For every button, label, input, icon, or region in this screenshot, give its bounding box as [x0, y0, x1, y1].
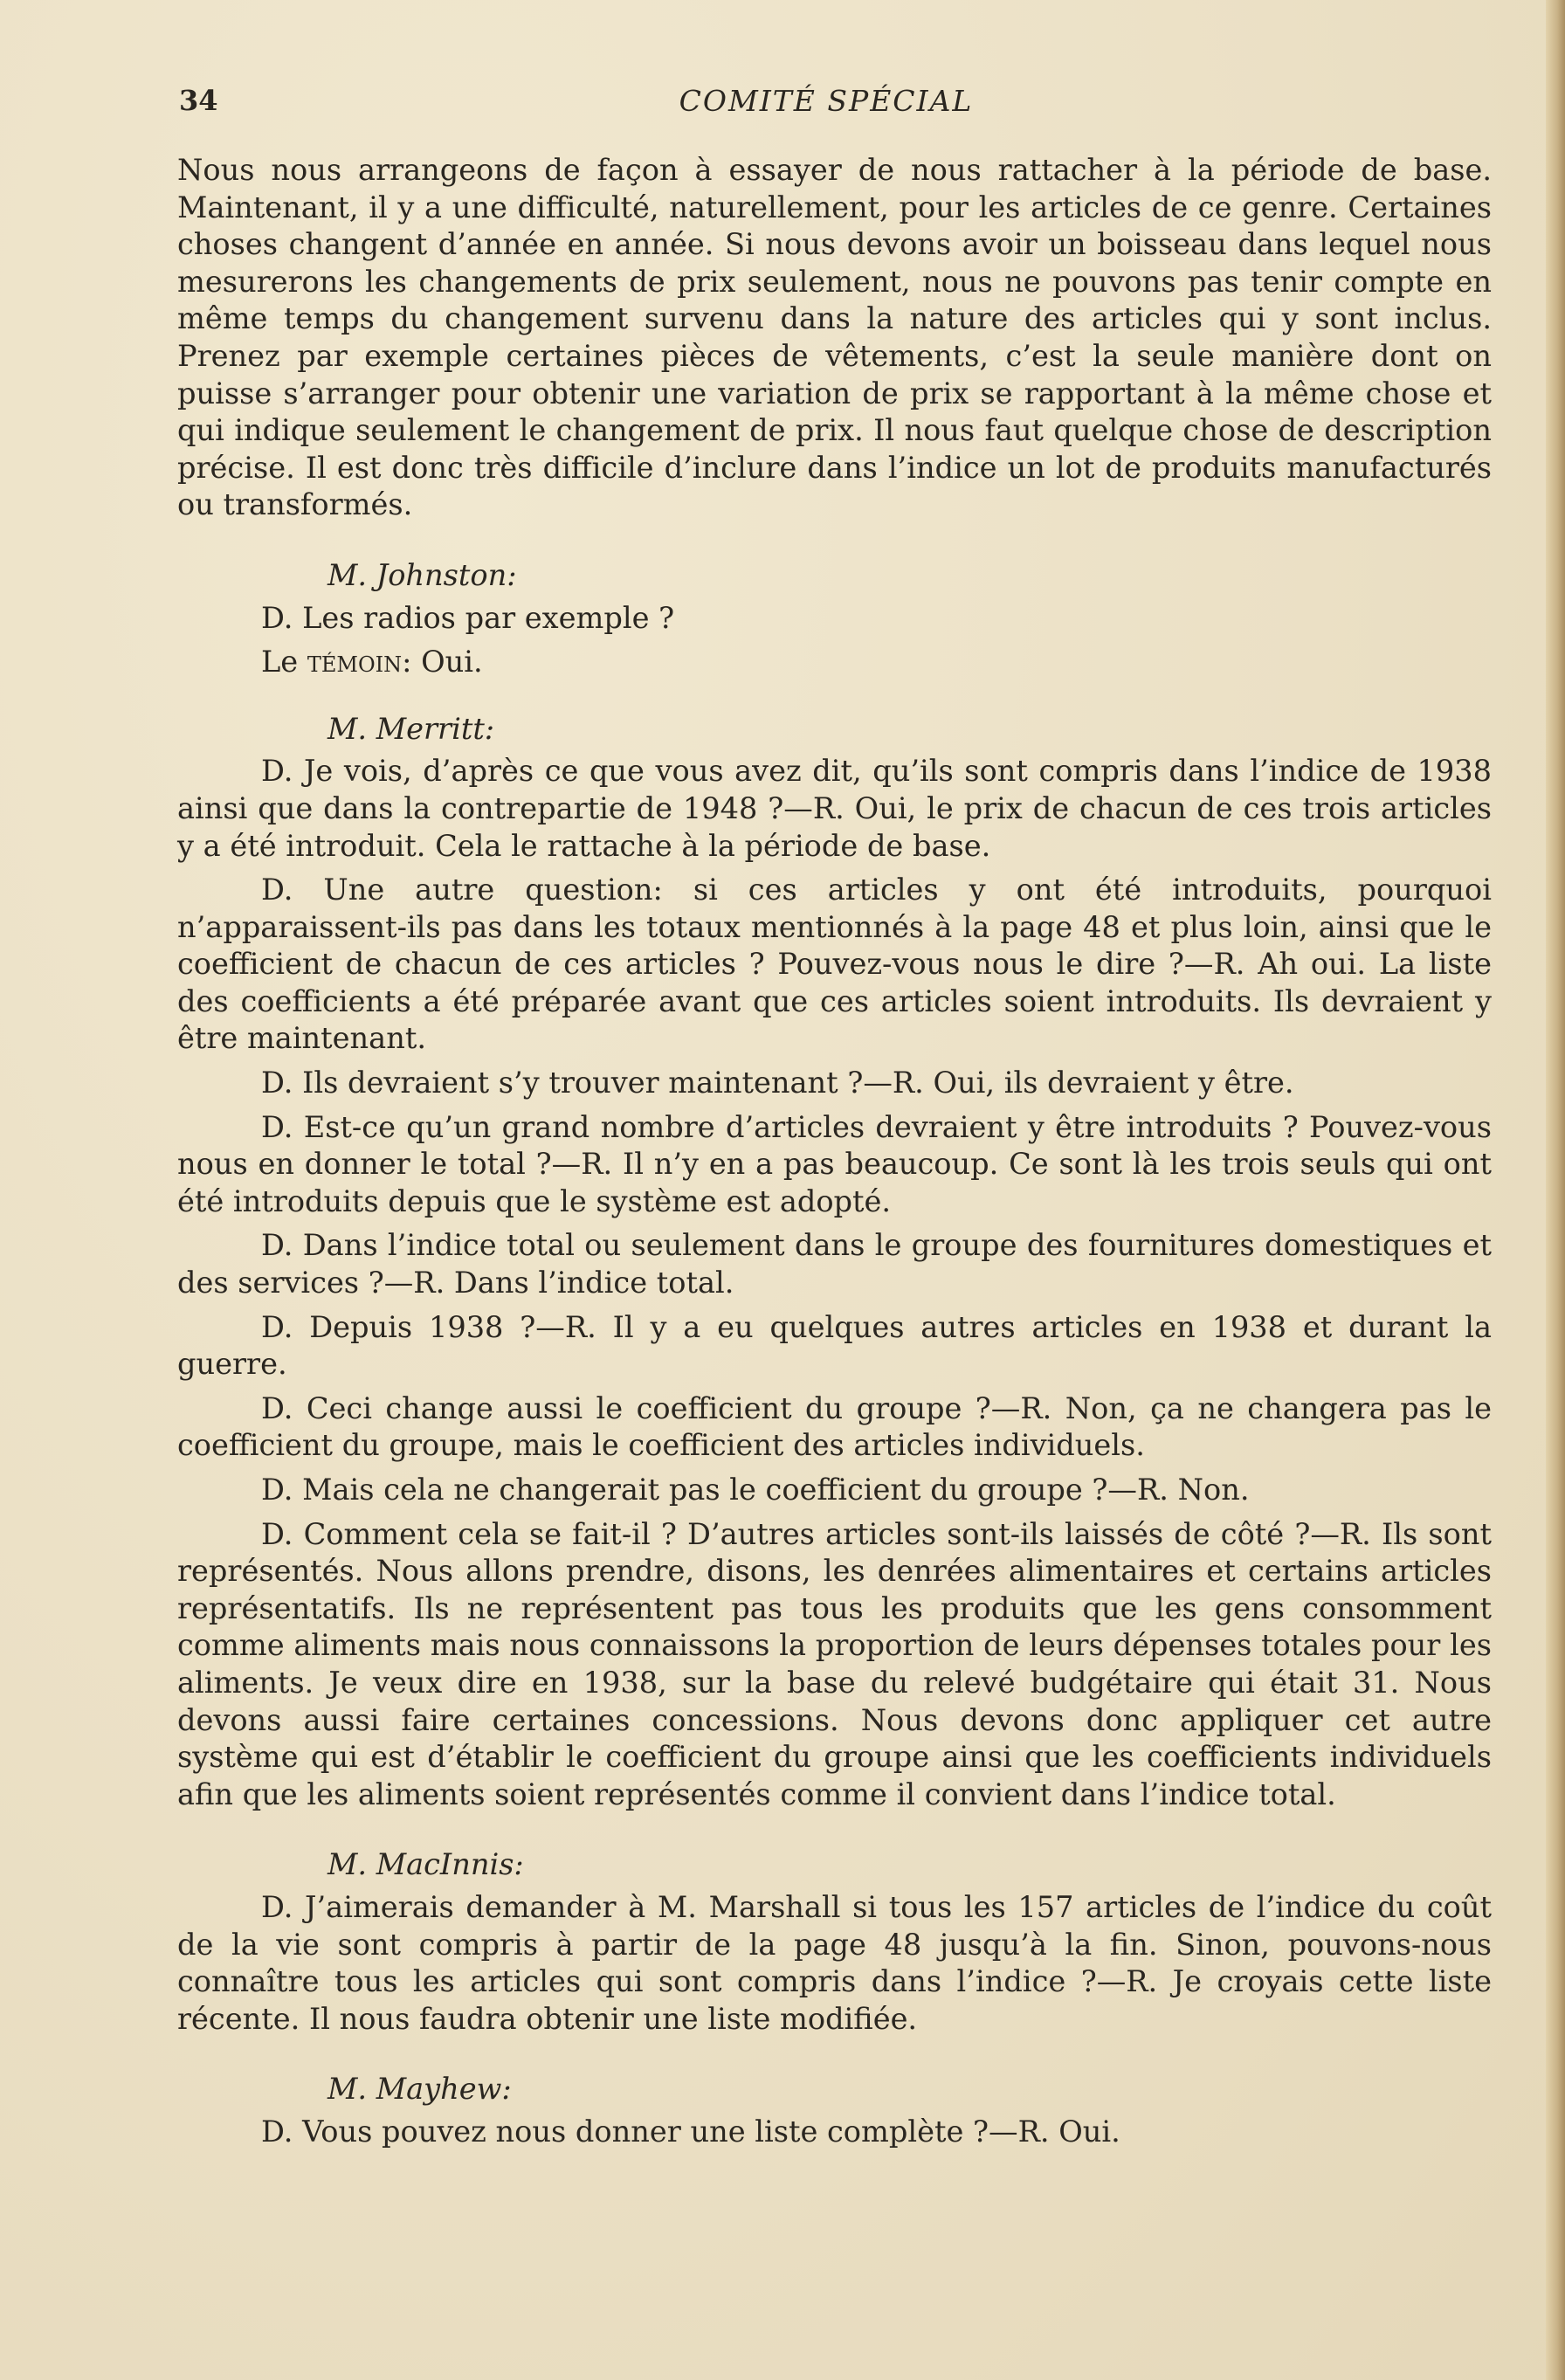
witness-text: : Oui.: [402, 645, 483, 680]
page-header: [179, 84, 1473, 128]
merritt-exchange-1: D. Je vois, d’après ce que vous avez dit, qu’ils sont compris dans l’indice de 1938 ainsi que dans la contrepartie de 1948 ?—R. Oui, le prix de chacun de ces trois articles y a été introduit. Cela le rattache à la période de base.: [177, 754, 1492, 863]
merritt-exchange-3: D. Ils devraient s’y trouver maintenant ?—R. Oui, ils devraient y être.: [261, 1066, 1294, 1100]
speaker-macinnis: M. MacInnis:: [327, 1847, 524, 1882]
speaker-mayhew: M. Mayhew:: [327, 2072, 512, 2107]
running-head: COMITÉ SPÉCIAL: [679, 84, 974, 118]
merritt-exchange-8: D. Mais cela ne changerait pas le coefficient du groupe ?—R. Non.: [261, 1473, 1250, 1507]
page-body: [177, 152, 1492, 2151]
speaker-johnston: M. Johnston:: [327, 557, 517, 592]
merritt-exchange-6: D. Depuis 1938 ?—R. Il y a eu quelques autres articles en 1938 et durant la guerre.: [177, 1309, 1492, 1382]
merritt-exchange-9: D. Comment cela se fait-il ? D’autres articles sont-ils laissés de côté ?—R. Ils sont représentés. Nous allons prendre, disons, les denrées alimentaires et certains articles représentatifs. Ils ne représentent pas tous les produits que les gens consomment comme aliments mais nous connaissons la proportion de leurs dépenses totales pour les aliments. Je veux dire en 1938, sur la base du relevé budgétaire qui était 31. Nous devons aussi faire certaines concessions. Nous devons donc appliquer cet autre système qui est d’établir le coefficient du groupe ainsi que les coefficients individuels afin que les aliments soient représentés comme il convient dans l’indice total.: [177, 1516, 1492, 1811]
page-edge-shadow: [1546, 0, 1565, 2380]
speaker-merritt: M. Merritt:: [327, 711, 495, 746]
mayhew-exchange-1: D. Vous pouvez nous donner une liste complète ?—R. Oui.: [261, 2114, 1120, 2149]
merritt-exchange-4: D. Est-ce qu’un grand nombre d’articles devraient y être introduits ? Pouvez-vous nous en donner le total ?—R. Il n’y en a pas beaucoup. Ce sont là les trois seuls qui ont été introduits depuis que le système est adopté.: [177, 1109, 1492, 1218]
question-johnston: D. Les radios par exemple ?: [261, 600, 675, 635]
page-number: 34: [179, 84, 218, 117]
witness-prefix: Le: [261, 645, 299, 680]
merritt-exchange-2: D. Une autre question: si ces articles y ont été introduits, pourquoi n’apparaissent-ils pas dans les totaux mentionnés à la page 48 et plus loin, ainsi que le coefficient de chacun de ces articles ? Pouvez-vous nous le dire ?—R. Ah oui. La liste des coefficients a été préparée avant que ces articles soient introduits. Ils devraient y être maintenant.: [177, 873, 1492, 1056]
opening-paragraph: Nous nous arrangeons de façon à essayer de nous rattacher à la période de base. Maintenant, il y a une difficulté, naturellement, pour les articles de ce genre. Certaines choses changent d’année en année. Si nous devons avoir un boisseau dans lequel nous mesurerons les changements de prix seulement, nous ne pouvons pas tenir compte en même temps du changement survenu dans la nature des articles qui y sont inclus. Prenez par exemple certaines pièces de vêtements, c’est la seule manière dont on puisse s’arranger pour obtenir une variation de prix se rapportant à la même chose et qui indique seulement le changement de prix. Il nous faut quelque chose de description précise. Il est donc très difficile d’inclure dans l’indice un lot de produits manufacturés ou transformés.: [177, 153, 1492, 522]
macinnis-exchange-1: D. J’aimerais demander à M. Marshall si tous les 157 articles de l’indice du coût de la vie sont compris à partir de la page 48 jusqu’à la fin. Sinon, pouvons-nous connaître tous les articles qui sont compris dans l’indice ?—R. Je croyais cette liste récente. Il nous faudra obtenir une liste modifiée.: [177, 1889, 1492, 2036]
witness-answer: [177, 644, 1492, 681]
merritt-exchange-5: D. Dans l’indice total ou seulement dans le groupe des fournitures domestiques et des services ?—R. Dans l’indice total.: [177, 1228, 1492, 1300]
witness-label: témoin: [307, 645, 403, 680]
merritt-exchange-7: D. Ceci change aussi le coefficient du groupe ?—R. Non, ça ne changera pas le coefficient du groupe, mais le coefficient des articles individuels.: [177, 1390, 1492, 1463]
